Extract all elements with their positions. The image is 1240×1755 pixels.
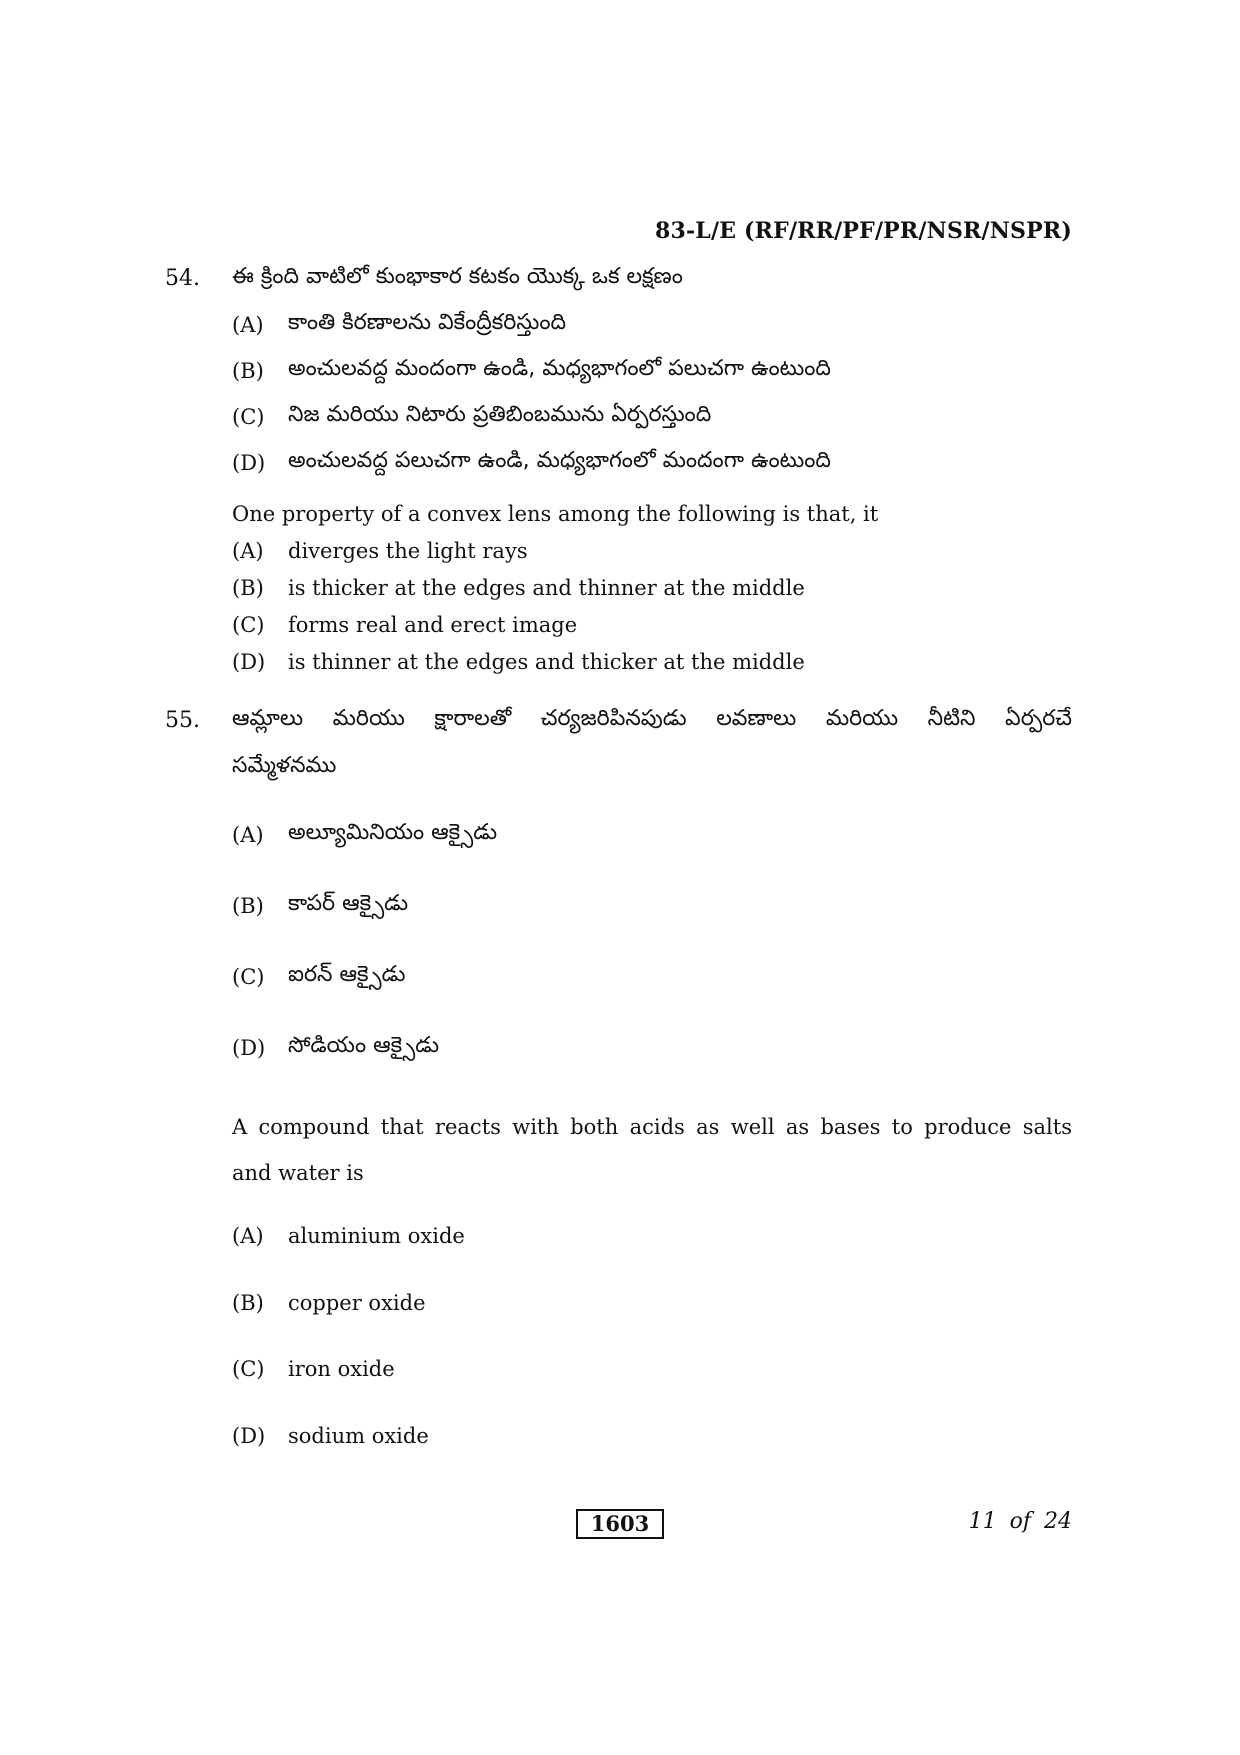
option-label: (A) (232, 539, 264, 563)
question-stem-english-line2: and water is (232, 1161, 364, 1185)
option-a-telugu (232, 818, 1072, 852)
option-label: (C) (232, 405, 265, 429)
option-text: iron oxide (288, 1357, 395, 1381)
option-text: sodium oxide (288, 1424, 429, 1448)
option-label: (C) (232, 613, 265, 637)
option-b-english (232, 571, 1072, 605)
option-a-english (232, 1219, 1072, 1253)
option-c-english (232, 1352, 1072, 1386)
option-text: is thinner at the edges and thicker at the middle (288, 650, 805, 674)
option-d-telugu (232, 1031, 1072, 1065)
option-a-english (232, 534, 1072, 568)
option-text: అంచులవద్ద మందంగా ఉండి, మధ్యభాగంలో పలుచగా ఉంటుంది (288, 356, 831, 381)
option-label: (D) (232, 1424, 266, 1448)
option-c-telugu (232, 400, 1072, 434)
option-label: (D) (232, 1036, 266, 1060)
question-stem-telugu-line1: ఆమ్లాలు మరియు క్షారాలతో చర్యజరిపినపుడు లవణాలు మరియు నీటిని ఏర్పరచే (232, 706, 1072, 731)
option-b-telugu (232, 354, 1072, 388)
option-text: aluminium oxide (288, 1224, 465, 1248)
option-label: (C) (232, 965, 265, 989)
option-label: (A) (232, 823, 264, 847)
option-text: diverges the light rays (288, 539, 528, 563)
option-text: అంచులవద్ద పలుచగా ఉండి, మధ్యభాగంలో మందంగా ఉంటుంది (288, 448, 831, 473)
booklet-code-box: 1603 (576, 1509, 664, 1539)
option-d-telugu (232, 446, 1072, 480)
option-label: (D) (232, 451, 266, 475)
question-number: 55. (165, 708, 200, 733)
option-text: forms real and erect image (288, 613, 578, 637)
option-text: నిజ మరియు నిటారు ప్రతిబింబమును ఏర్పరస్తుంది (288, 402, 712, 427)
question-stem-telugu: ఈ క్రింది వాటిలో కుంభాకార కటకం యొక్క ఒక లక్షణం (232, 264, 683, 289)
option-c-telugu (232, 960, 1072, 994)
option-label: (B) (232, 894, 264, 918)
option-label: (C) (232, 1357, 265, 1381)
option-text: అల్యూమినియం ఆక్సైడు (288, 820, 498, 845)
option-a-telugu (232, 308, 1072, 342)
option-label: (D) (232, 650, 266, 674)
paper-code-header: 83-L/E (RF/RR/PF/PR/NSR/NSPR) (654, 218, 1072, 244)
option-text: ఐరన్ ఆక్సైడు (288, 962, 406, 987)
page-number: 11 of 24 (968, 1509, 1072, 1534)
option-label: (A) (232, 313, 264, 337)
option-text: copper oxide (288, 1291, 426, 1315)
option-text: కాంతి కిరణాలను వికేంద్రీకరిస్తుంది (288, 310, 567, 335)
option-label: (A) (232, 1224, 264, 1248)
question-stem-telugu-line2: సమ్మేళనము (232, 753, 337, 778)
option-text: సోడియం ఆక్సైడు (288, 1033, 440, 1058)
option-b-english (232, 1286, 1072, 1320)
option-c-english (232, 608, 1072, 642)
option-label: (B) (232, 1291, 264, 1315)
option-label: (B) (232, 359, 264, 383)
question-stem-english: One property of a convex lens among the following is that, it (232, 502, 879, 526)
option-b-telugu (232, 889, 1072, 923)
question-stem-english-line1: A compound that reacts with both acids as well as bases to produce salts (232, 1115, 1072, 1139)
option-d-english (232, 1419, 1072, 1453)
option-text: కాపర్ ఆక్సైడు (288, 891, 409, 916)
option-d-english (232, 645, 1072, 679)
option-label: (B) (232, 576, 264, 600)
question-number: 54. (165, 266, 200, 291)
option-text: is thicker at the edges and thinner at the middle (288, 576, 805, 600)
